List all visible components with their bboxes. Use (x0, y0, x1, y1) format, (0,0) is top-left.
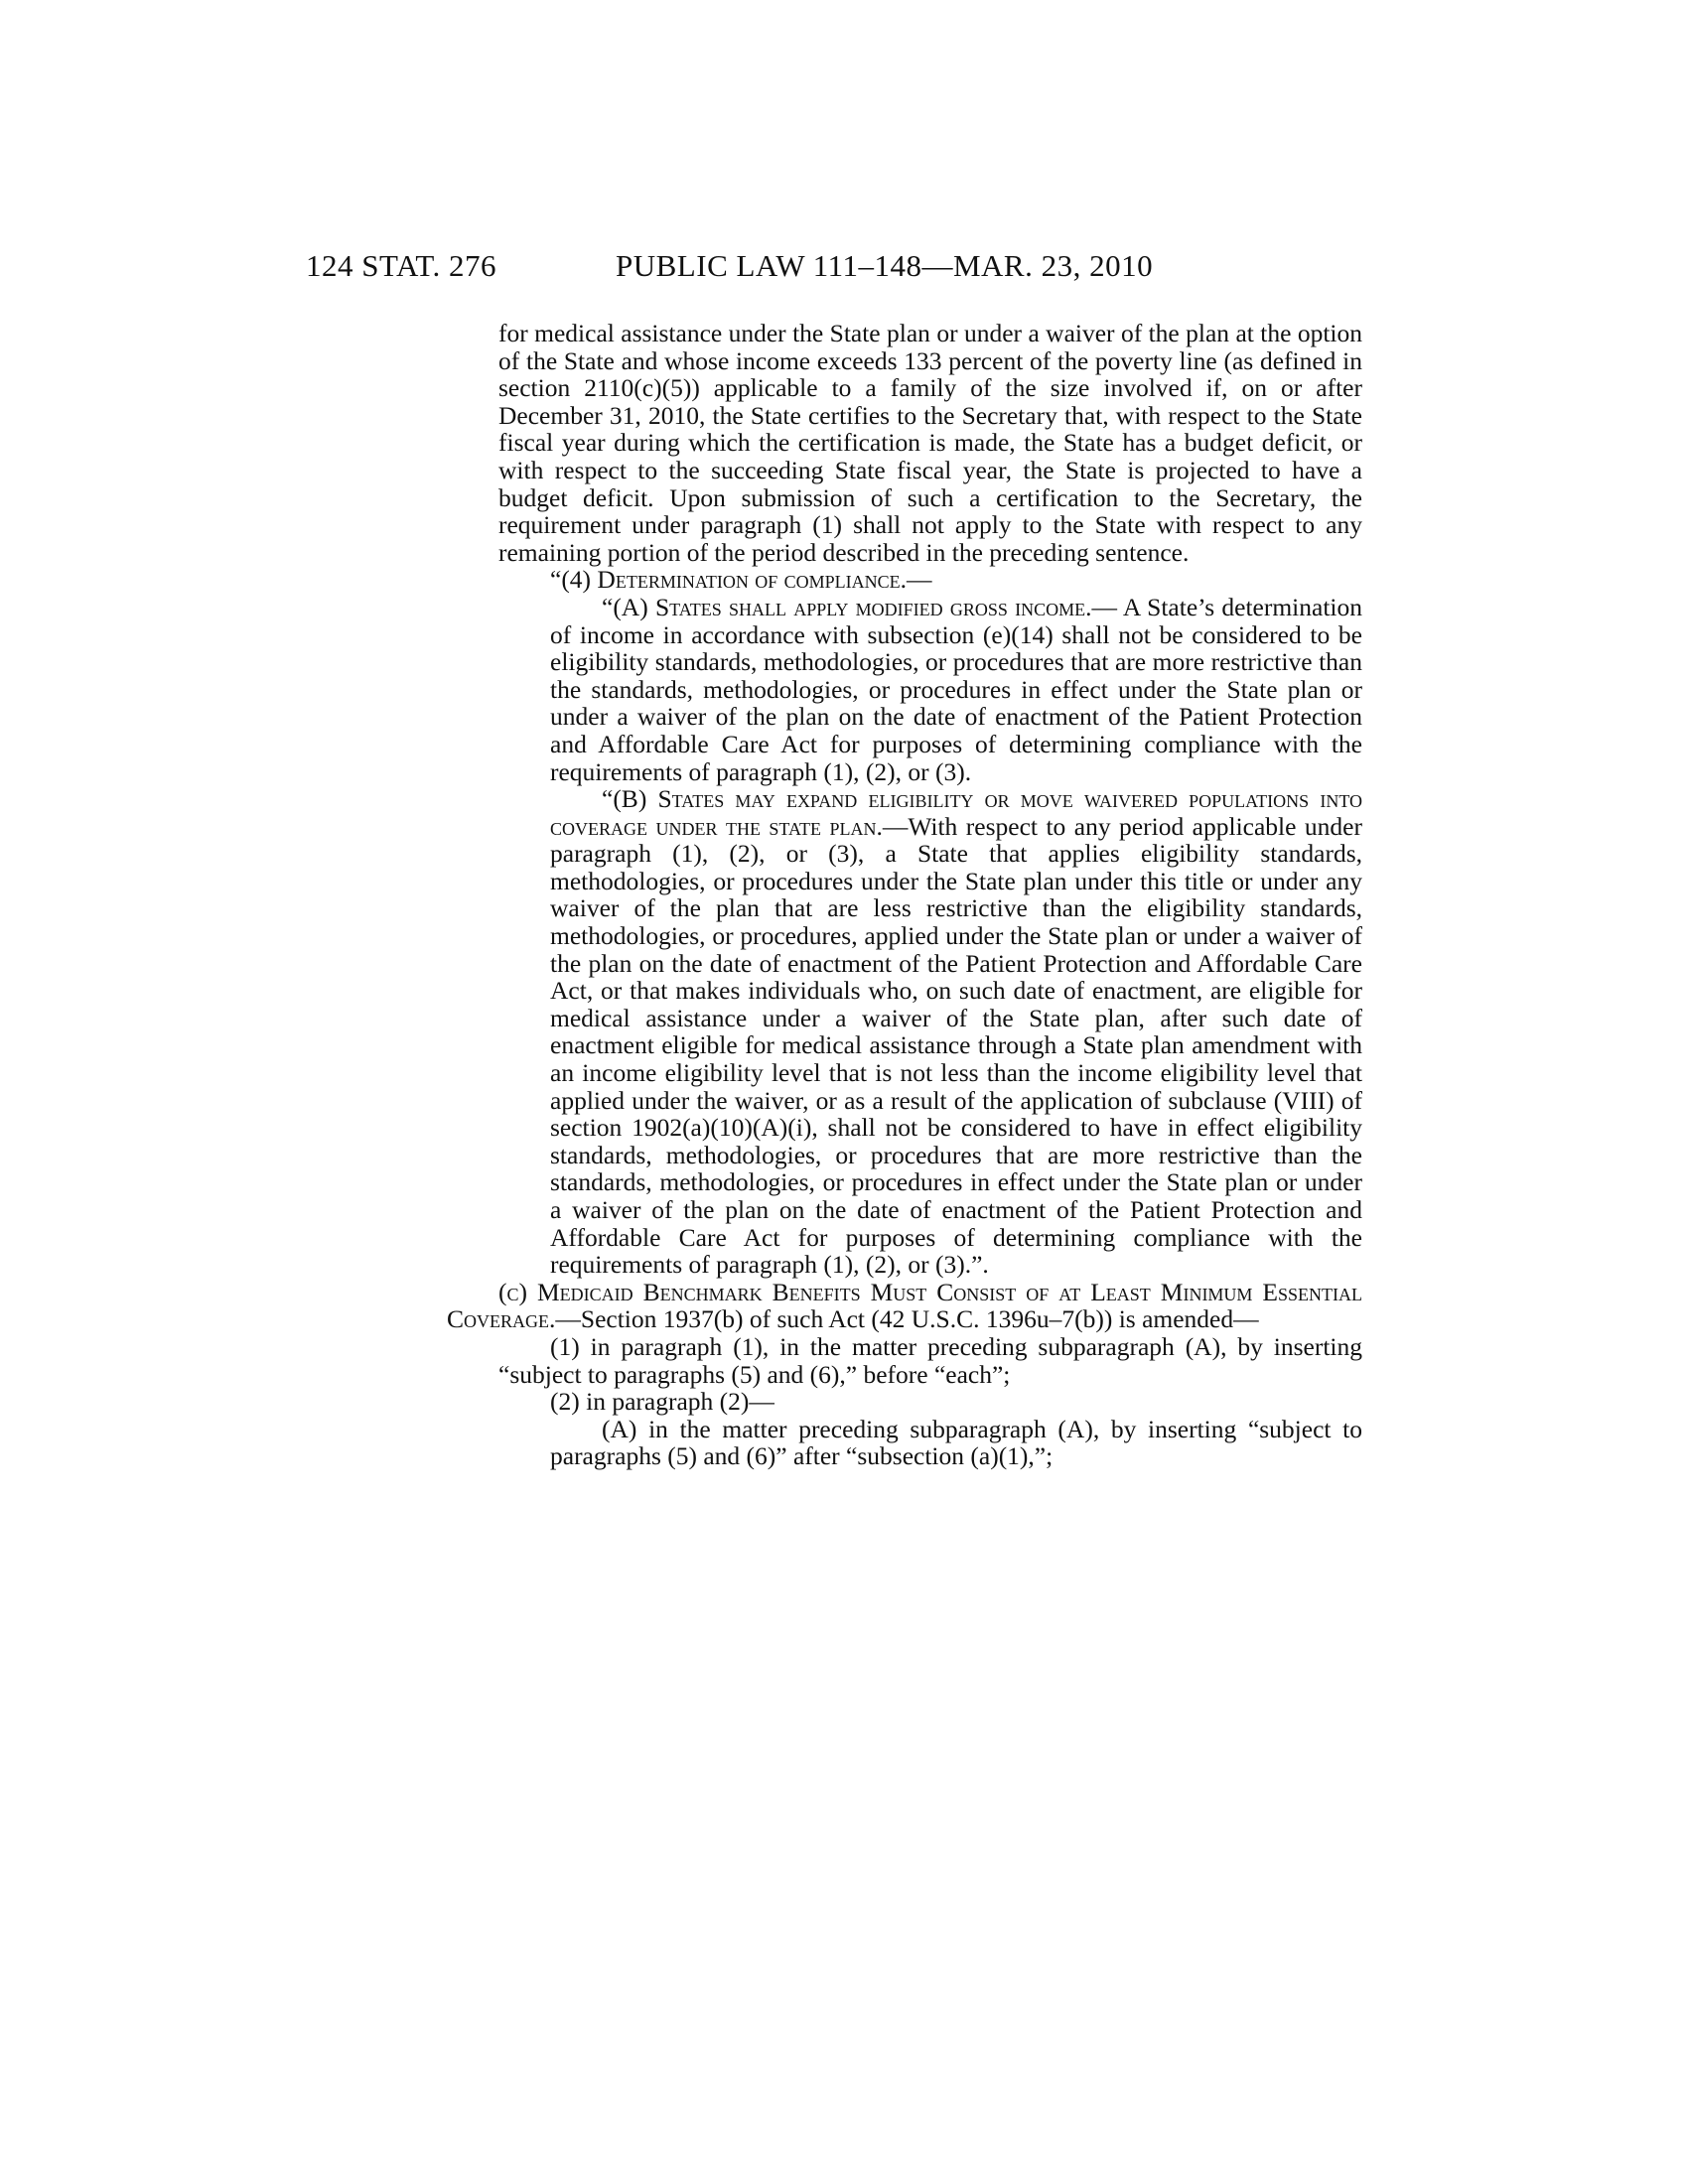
subparagraph-b-text: With respect to any period applicable under paragraph (1), (2), or (3), a State that applies eligibility standards, methodologies, or procedures under the State plan under this title or under any waiver of the plan that are less restrictive than the eligibility standards, methodologies, or procedures, applied under the State plan or under a waiver of the plan on the date of enactment of the Patient Protection and Affordable Care Act, or that makes individuals who, on such date of enactment, are eligible for medical assistance under a waiver of the State plan, after such date of enactment eligible for medical assistance through a State plan amendment with an income eligibility level that is not less than the income eligibility level that applied under the waiver, or as a result of the application of subclause (VIII) of section 1902(a)(10)(A)(i), shall not be considered to have in effect eligibility standards, methodologies, or procedures that are more restrictive than the standards, methodologies, or procedures in effect under the State plan or under a waiver of the plan on the date of enactment of the Patient Protection and Affordable Care Act for purposes of determining compliance with the requirements of paragraph (1), (2), or (3).”. (550, 811, 1362, 1280)
subparagraph-b-heading: “(B) States may expand eligibility or move waivered populations into coverage under the state plan.— (550, 784, 1362, 841)
subparagraph-a-text: A State’s determination of income in accordance with subsection (e)(14) shall not be considered to be eligibility standards, methodologies, or procedures that are more restrictive than the standards, methodologies, or procedures in effect under the State plan or under a waiver of the plan on the date of enactment of the Patient Protection and Affordable Care Act for purposes of determining compliance with the requirements of paragraph (1), (2), or (3). (550, 592, 1363, 786)
page-header (0, 248, 1688, 288)
statute-body (447, 319, 1363, 1471)
stat-page-number: 124 STAT. 276 (306, 248, 497, 283)
subsection-c-heading: (c) Medicaid Benchmark Benefits Must Consist of at Least Minimum Essential Coverage.— (447, 1277, 1362, 1334)
subsection-c (447, 1279, 1362, 1333)
subparagraph-a (498, 594, 1362, 785)
amendment-item-1: (1) in paragraph (1), in the matter preceding subparagraph (A), by inserting “subject to paragraphs (5) and (6),” before “each”; (498, 1331, 1362, 1389)
paragraph-4-heading (498, 566, 1362, 594)
public-law-title: PUBLIC LAW 111–148—MAR. 23, 2010 (616, 248, 1154, 283)
amendment-item-2a: (A) in the matter preceding subparagraph (A), by inserting “subject to paragraphs (5) and (6)” after “subsection (a)(1),”; (550, 1414, 1362, 1471)
paragraph-4-heading-text: “(4) Determination of compliance.— (550, 565, 932, 595)
amendment-item-2: (2) in paragraph (2)— (550, 1387, 774, 1417)
subsection-c-text: Section 1937(b) of such Act (42 U.S.C. 1396u–7(b)) is amended— (580, 1304, 1259, 1334)
subparagraph-b (498, 785, 1362, 1279)
subparagraph-a-heading: “(A) States shall apply modified gross income.— (602, 592, 1118, 621)
continuation-paragraph: for medical assistance under the State plan or under a waiver of the plan at the option of the State and whose income exceeds 133 percent of the poverty line (as defined in section 2110(c)(5)) applicable to a family of the size involved if, on or after December 31, 2010, the State certifies to the Secretary that, with respect to the State fiscal year during which the certification is made, the State has a budget deficit, or with respect to the succeeding State fiscal year, the State is projected to have a budget deficit. Upon submission of such a certification to the Secretary, the requirement under paragraph (1) shall not apply to the State with respect to any remaining portion of the period described in the preceding sentence. (498, 319, 1362, 567)
